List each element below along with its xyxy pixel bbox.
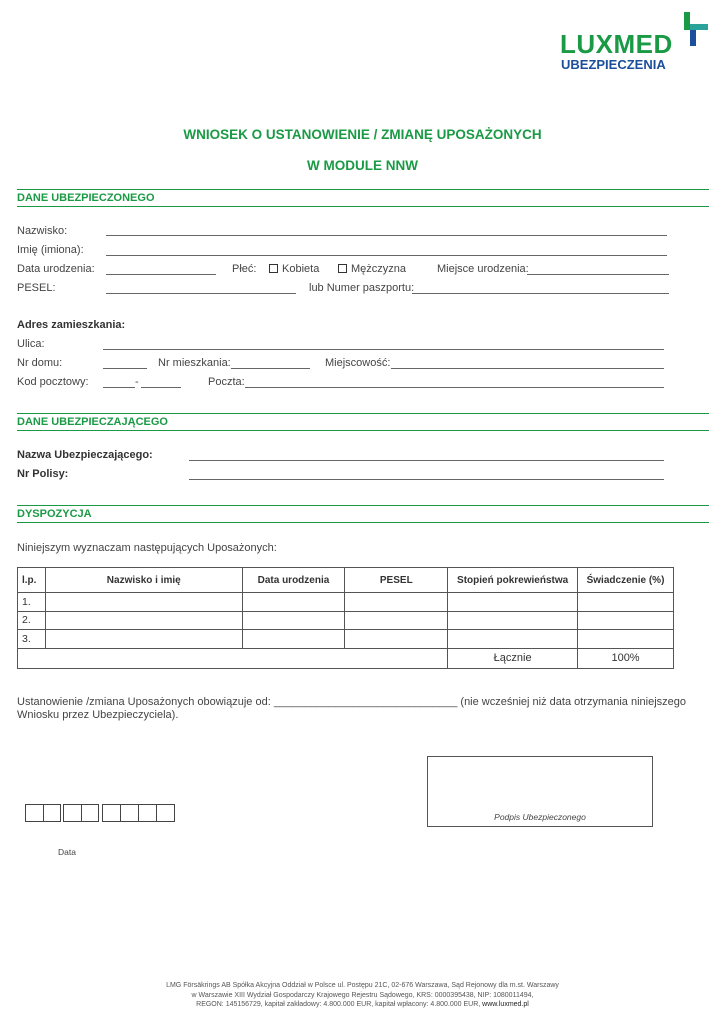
logo-brand: LUXMED <box>560 29 673 59</box>
city-label: Miejscowość: <box>325 357 391 369</box>
post-office-label: Poczta: <box>208 376 245 388</box>
table-total-row <box>18 648 674 668</box>
cell-name[interactable] <box>45 611 242 630</box>
section-insured-header <box>17 189 709 207</box>
male-checkbox[interactable] <box>338 264 347 273</box>
signature-box[interactable] <box>427 756 653 827</box>
surname-field[interactable] <box>106 235 667 236</box>
footer-line-2: w Warszawie XIII Wydział Gospodarczy Krajowego Rejestru Sądowego, KRS: 0000395438, NIP: 1080011494, <box>191 991 534 999</box>
birth-place-label: Miejsce urodzenia: <box>437 263 529 275</box>
cell-name[interactable] <box>45 593 242 612</box>
col-header-birth-date: Data urodzenia <box>242 568 345 593</box>
female-checkbox[interactable] <box>269 264 278 273</box>
surname-label: Nazwisko: <box>17 225 68 237</box>
total-value: 100% <box>578 648 674 668</box>
row-number: 2. <box>18 611 46 630</box>
policyholder-name-label: Nazwa Ubezpieczającego: <box>17 449 153 461</box>
cell-relationship[interactable] <box>448 611 578 630</box>
form-title: WNIOSEK O USTANOWIENIE / ZMIANĘ UPOSAŻONYCH <box>183 127 542 142</box>
postal-code-field-2[interactable] <box>141 387 181 388</box>
effective-date-text: Ustanowienie /zmiana Uposażonych obowiązuje od: ______________________________ (nie wcześniej niż data otrzymania niniejszego Wniosku przez Ubezpieczyciela). <box>17 696 687 721</box>
cell-pesel[interactable] <box>345 611 448 630</box>
gender-female-option[interactable] <box>269 263 319 275</box>
male-label: Mężczyzna <box>351 263 407 275</box>
flat-no-label: Nr mieszkania: <box>158 357 231 369</box>
city-field[interactable] <box>391 368 664 369</box>
policy-no-field[interactable] <box>189 479 664 480</box>
street-field[interactable] <box>103 349 664 350</box>
form-subtitle: W MODULE NNW <box>307 158 418 173</box>
post-office-field[interactable] <box>245 387 664 388</box>
cell-relationship[interactable] <box>448 593 578 612</box>
company-logo <box>560 10 710 74</box>
birth-place-field[interactable] <box>527 274 669 275</box>
table-row <box>18 630 674 649</box>
postal-code-field-1[interactable] <box>103 387 135 388</box>
section-insured-title: DANE UBEZPIECZONEGO <box>17 192 155 204</box>
table-row <box>18 593 674 612</box>
female-label: Kobieta <box>282 263 320 275</box>
cell-birth-date[interactable] <box>242 630 345 649</box>
gender-label: Płeć: <box>232 263 257 275</box>
pesel-label: PESEL: <box>17 282 56 294</box>
section-policyholder-header <box>17 413 709 431</box>
gender-male-option[interactable] <box>338 263 406 275</box>
date-box-day[interactable] <box>25 804 61 822</box>
date-label: Data <box>58 847 76 857</box>
table-row <box>18 611 674 630</box>
col-header-name: Nazwisko i imię <box>45 568 242 593</box>
logo-cross-icon <box>674 10 710 48</box>
cell-birth-date[interactable] <box>242 611 345 630</box>
pesel-field[interactable] <box>106 293 296 294</box>
house-no-label: Nr domu: <box>17 357 63 369</box>
cell-name[interactable] <box>45 630 242 649</box>
policyholder-name-field[interactable] <box>189 460 664 461</box>
cell-relationship[interactable] <box>448 630 578 649</box>
first-names-label: Imię (imiona): <box>17 244 84 256</box>
table-header-row <box>18 568 674 593</box>
passport-field[interactable] <box>412 293 669 294</box>
cell-pesel[interactable] <box>345 593 448 612</box>
col-header-pesel: PESEL <box>345 568 448 593</box>
cell-birth-date[interactable] <box>242 593 345 612</box>
signature-label: Podpis Ubezpieczonego <box>494 812 586 822</box>
col-header-benefit: Świadczenie (%) <box>578 568 674 593</box>
flat-no-field[interactable] <box>231 368 310 369</box>
col-header-relationship: Stopień pokrewieństwa <box>448 568 578 593</box>
total-label: Łącznie <box>448 648 578 668</box>
postal-code-separator: - <box>135 376 139 388</box>
disposition-intro: Niniejszym wyznaczam następujących Uposażonych: <box>17 542 277 554</box>
cell-pesel[interactable] <box>345 630 448 649</box>
footer-line-1: LMG Försäkrings AB Spółka Akcyjna Oddział w Polsce ul. Postępu 21C, 02-676 Warszawa, Sąd Rejonowy dla m.st. Warszawy <box>166 982 559 989</box>
row-number: 1. <box>18 593 46 612</box>
page-footer <box>0 981 725 1010</box>
first-names-field[interactable] <box>106 255 667 256</box>
street-label: Ulica: <box>17 338 45 350</box>
section-policyholder-title: DANE UBEZPIECZAJĄCEGO <box>17 416 168 428</box>
house-no-field[interactable] <box>103 368 147 369</box>
cell-benefit[interactable] <box>578 593 674 612</box>
date-box-year[interactable] <box>102 804 175 822</box>
cell-benefit[interactable] <box>578 630 674 649</box>
row-number: 3. <box>18 630 46 649</box>
total-empty-cell <box>18 648 448 668</box>
postal-code-label: Kod pocztowy: <box>17 376 89 388</box>
address-header: Adres zamieszkania: <box>17 319 126 331</box>
section-disposition-title: DYSPOZYCJA <box>17 508 92 520</box>
cell-benefit[interactable] <box>578 611 674 630</box>
footer-line-3-container <box>0 1000 725 1010</box>
date-box-month[interactable] <box>63 804 99 822</box>
policy-no-label: Nr Polisy: <box>17 468 69 480</box>
birth-date-label: Data urodzenia: <box>17 263 95 275</box>
footer-website-link[interactable]: www.luxmed.pl <box>482 1001 529 1008</box>
birth-date-field[interactable] <box>106 274 216 275</box>
col-header-lp: l.p. <box>18 568 46 593</box>
section-disposition-header <box>17 505 709 523</box>
beneficiaries-table <box>17 567 674 669</box>
footer-line-3: REGON: 145156729, kapitał zakładowy: 4.800.000 EUR, kapitał wpłacony: 4.800.000 EUR, <box>196 1001 481 1008</box>
logo-subtitle: UBEZPIECZENIA <box>561 57 666 72</box>
passport-label: lub Numer paszportu: <box>309 282 415 294</box>
